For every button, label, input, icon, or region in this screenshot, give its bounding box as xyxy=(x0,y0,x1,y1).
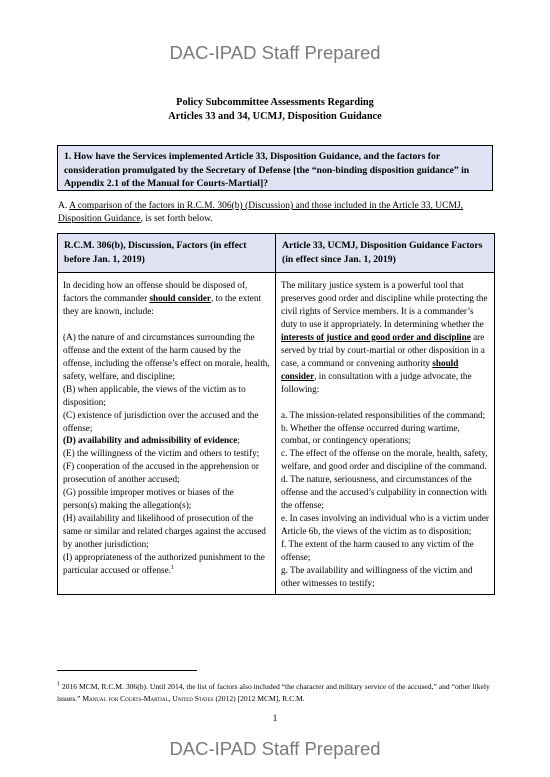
page-number: 1 xyxy=(272,714,278,724)
rcm-factor-a: (A) the nature of and circumstances surrounding the offense and the extent of the harm caused by the offense, including the offense’s effect on morale, health, safety, welfare, and discipline; xyxy=(63,331,270,381)
document-title xyxy=(0,96,550,124)
title-line-1: Policy Subcommittee Assessments Regarding xyxy=(176,97,374,108)
art33-factor-a: a. The mission-related responsibilities of the command; xyxy=(281,409,486,420)
art33-factor-g: g. The availability and willingness of the victim and other witnesses to testify; xyxy=(281,565,473,588)
rcm-intro-text: In deciding how an offense should be disposed of, factors the commander xyxy=(63,280,248,303)
rcm-factor-e: (E) the willingness of the victim and others to testify; xyxy=(63,448,260,459)
comparison-table xyxy=(57,233,495,595)
footnote-text-a: 2016 MCM, R.C.M. 306(b). Until 2014, the list of factors also included “the character and military service of the accused,” and “other likely issues.” xyxy=(57,682,490,703)
intro-prefix: A. xyxy=(58,201,70,211)
art33-factor-c: c. The effect of the offense on the morale, health, safety, welfare, and good order and discipline of the command. xyxy=(281,448,488,472)
rcm-factor-b: (B) when applicable, the views of the victim as to disposition; xyxy=(63,383,246,407)
rcm-factor-d-rest: ; xyxy=(237,435,240,446)
footer-watermark: DAC-IPAD Staff Prepared xyxy=(169,738,381,759)
art33-intro xyxy=(281,279,489,396)
rcm-factor-c: (C) existence of jurisdiction over the accused and the offense; xyxy=(63,409,259,433)
rcm-factor-f: (F) cooperation of the accused in the apprehension or prosecution of another accused; xyxy=(63,461,259,485)
question-box xyxy=(57,145,493,191)
footnote-smallcaps: Manual for Courts-Martial, United States xyxy=(82,694,214,703)
art33-factor-e: e. In cases involving an individual who is a victim under Article 6b, the views of the victim as to disposition; xyxy=(281,513,489,537)
rcm-factor-g: (G) possible improper motives or biases of the person(s) making the allegation(s); xyxy=(63,487,234,511)
header-article-33: Article 33, UCMJ, Disposition Guidance Factors (in effect since Jan. 1, 2019) xyxy=(276,234,495,273)
rcm-factor-h: (H) availability and likelihood of prosecution of the same or similar and related charges against the accused by another jurisdiction; xyxy=(63,513,266,550)
title-line-2: Articles 33 and 34, UCMJ, Disposition Guidance xyxy=(168,111,382,122)
art33-intro-text-2: are served by trial by court-martial or other disposition in a case, a command or convening authority xyxy=(281,331,485,368)
art33-interests-bold: interests of justice and good order and discipline xyxy=(281,331,471,342)
rcm-factor-d xyxy=(63,434,270,447)
footnote-number: 1 xyxy=(57,681,60,688)
intro-underlined: A comparison of the factors in R.C.M. 306(b) (Discussion) and those included in the Article 33, UCMJ, Disposition Guidance xyxy=(58,201,464,224)
art33-should-consider: should consider xyxy=(281,357,459,381)
table-row xyxy=(58,273,495,595)
rcm-factors-cell xyxy=(58,273,276,595)
rcm-intro-end: , to the extent they are known, include: xyxy=(63,292,262,316)
rcm-intro xyxy=(63,279,270,318)
rcm-should-consider: should consider xyxy=(149,292,212,303)
art33-factor-f: f. The extent of the harm caused to any victim of the offense; xyxy=(281,539,474,563)
rcm-factor-i-text: (I) appropriateness of the authorized punishment to the particular accused or offense. xyxy=(63,552,265,576)
art33-intro-text-1: The military justice system is a powerful tool that preserves good order and discipline while protecting the civil rights of Service members. It is a commander’s duty to use it appropriately. In determining whether the xyxy=(281,280,488,329)
question-text: 1. How have the Services implemented Article 33, Disposition Guidance, and the factors for consideration promulgated by the Secretary of Defense [the “non-binding disposition guidance” in Appendix 2.1 of the Manual for Courts-Martial]? xyxy=(64,151,470,189)
footnote-divider xyxy=(57,670,197,671)
footnote xyxy=(57,681,497,705)
intro-paragraph xyxy=(58,200,498,226)
art33-factor-d: d. The nature, seriousness, and circumstances of the offense and the accused’s culpability in connection with the offense; xyxy=(281,474,487,511)
art33-factor-b: b. Whether the offense occurred during wartime, combat, or contingency operations; xyxy=(281,422,460,446)
footnote-ref[interactable]: 1 xyxy=(170,564,174,571)
footnote-text-b: (2012) [2012 MCM], R.C.M. xyxy=(213,694,305,703)
art33-intro-text-3: , in consultation with a judge advocate, the following: xyxy=(281,370,472,394)
header-watermark: DAC-IPAD Staff Prepared xyxy=(169,42,381,63)
intro-suffix: , is set forth below. xyxy=(140,214,213,224)
rcm-factor-i xyxy=(63,551,270,577)
header-rcm-306b: R.C.M. 306(b), Discussion, Factors (in effect before Jan. 1, 2019) xyxy=(58,234,276,273)
rcm-factor-d-bold: (D) availability and admissibility of evidence xyxy=(63,435,238,446)
table-header-row xyxy=(58,234,495,273)
article-33-factors-cell xyxy=(276,273,495,595)
